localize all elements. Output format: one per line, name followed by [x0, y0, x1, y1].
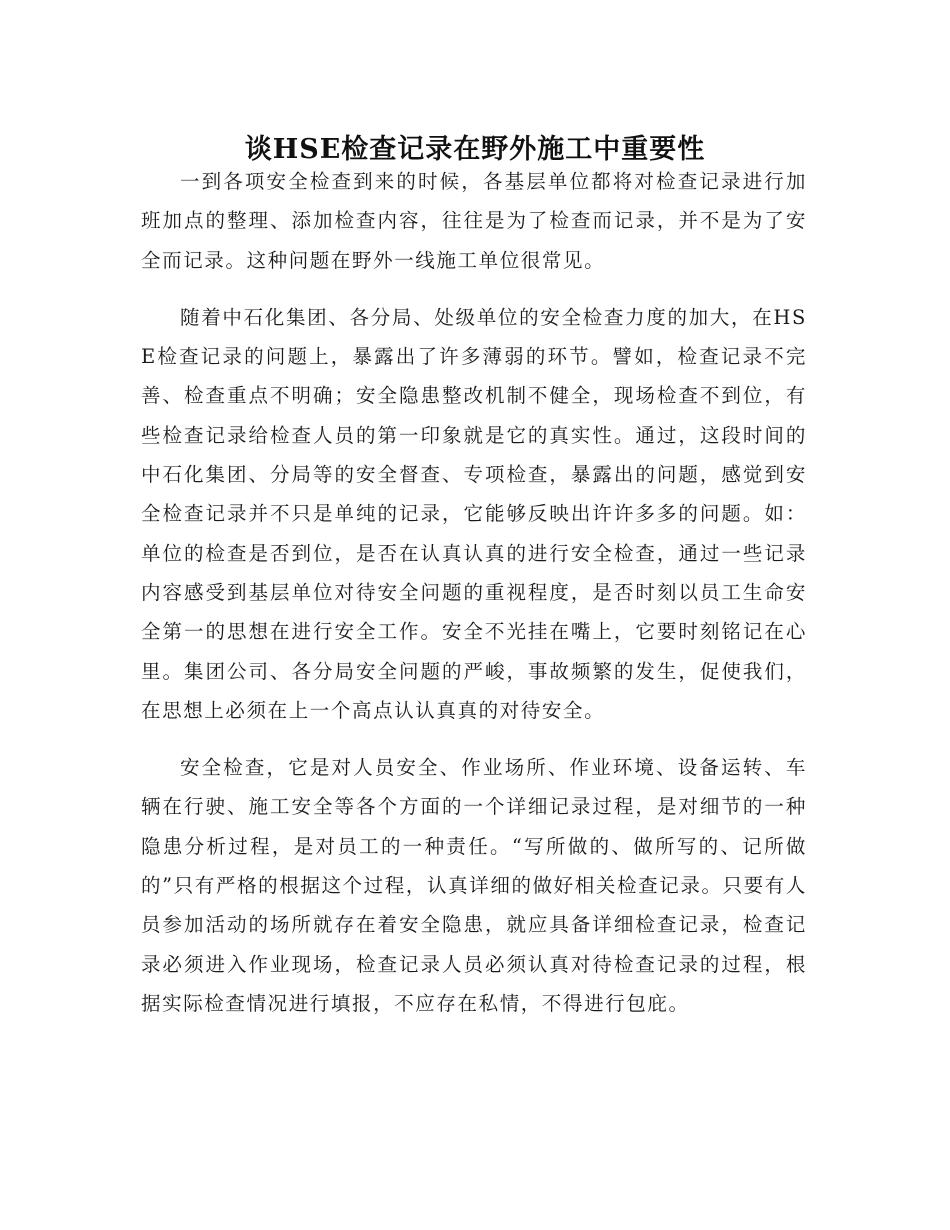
paragraph-1: 一到各项安全检查到来的时候，各基层单位都将对检查记录进行加班加点的整理、添加检查内容，往往是为了检查而记录，并不是为了安全而记录。这种问题在野外一线施工单位很常见。 — [141, 170, 807, 272]
document-body — [141, 162, 807, 1041]
paragraph-3: 安全检查，它是对人员安全、作业场所、作业环境、设备运转、车辆在行驶、施工安全等各个方面的一个详细记录过程，是对细节的一种隐患分析过程，是对员工的一种责任。“写所做的、做所写的、记所做的”只有严格的根据这个过程，认真详细的做好相关检查记录。只要有人员参加活动的场所就存在着安全隐患，就应具备详细检查记录，检查记录必须进入作业现场，检查记录人员必须认真对待检查记录的过程，根据实际检查情况进行填报，不应存在私情，不得进行包庇。 — [141, 756, 807, 1015]
paragraph-2: 随着中石化集团、各分局、处级单位的安全检查力度的加大，在HSE检查记录的问题上，暴露出了许多薄弱的环节。譬如，检查记录不完善、检查重点不明确；安全隐患整改机制不健全，现场检查不到位，有些检查记录给检查人员的第一印象就是它的真实性。通过，这段时间的中石化集团、分局等的安全督查、专项检查，暴露出的问题，感觉到安全检查记录并不只是单纯的记录，它能够反映出许许多多的问题。如：单位的检查是否到位，是否在认真认真的进行安全检查，通过一些记录内容感受到基层单位对待安全问题的重视程度，是否时刻以员工生命安全第一的思想在进行安全工作。安全不光挂在嘴上，它要时刻铭记在心里。集团公司、各分局安全问题的严峻，事故频繁的发生，促使我们，在思想上必须在上一个高点认认真真的对待安全。 — [141, 305, 807, 722]
document-title: 谈HSE检查记录在野外施工中重要性 — [244, 134, 706, 166]
